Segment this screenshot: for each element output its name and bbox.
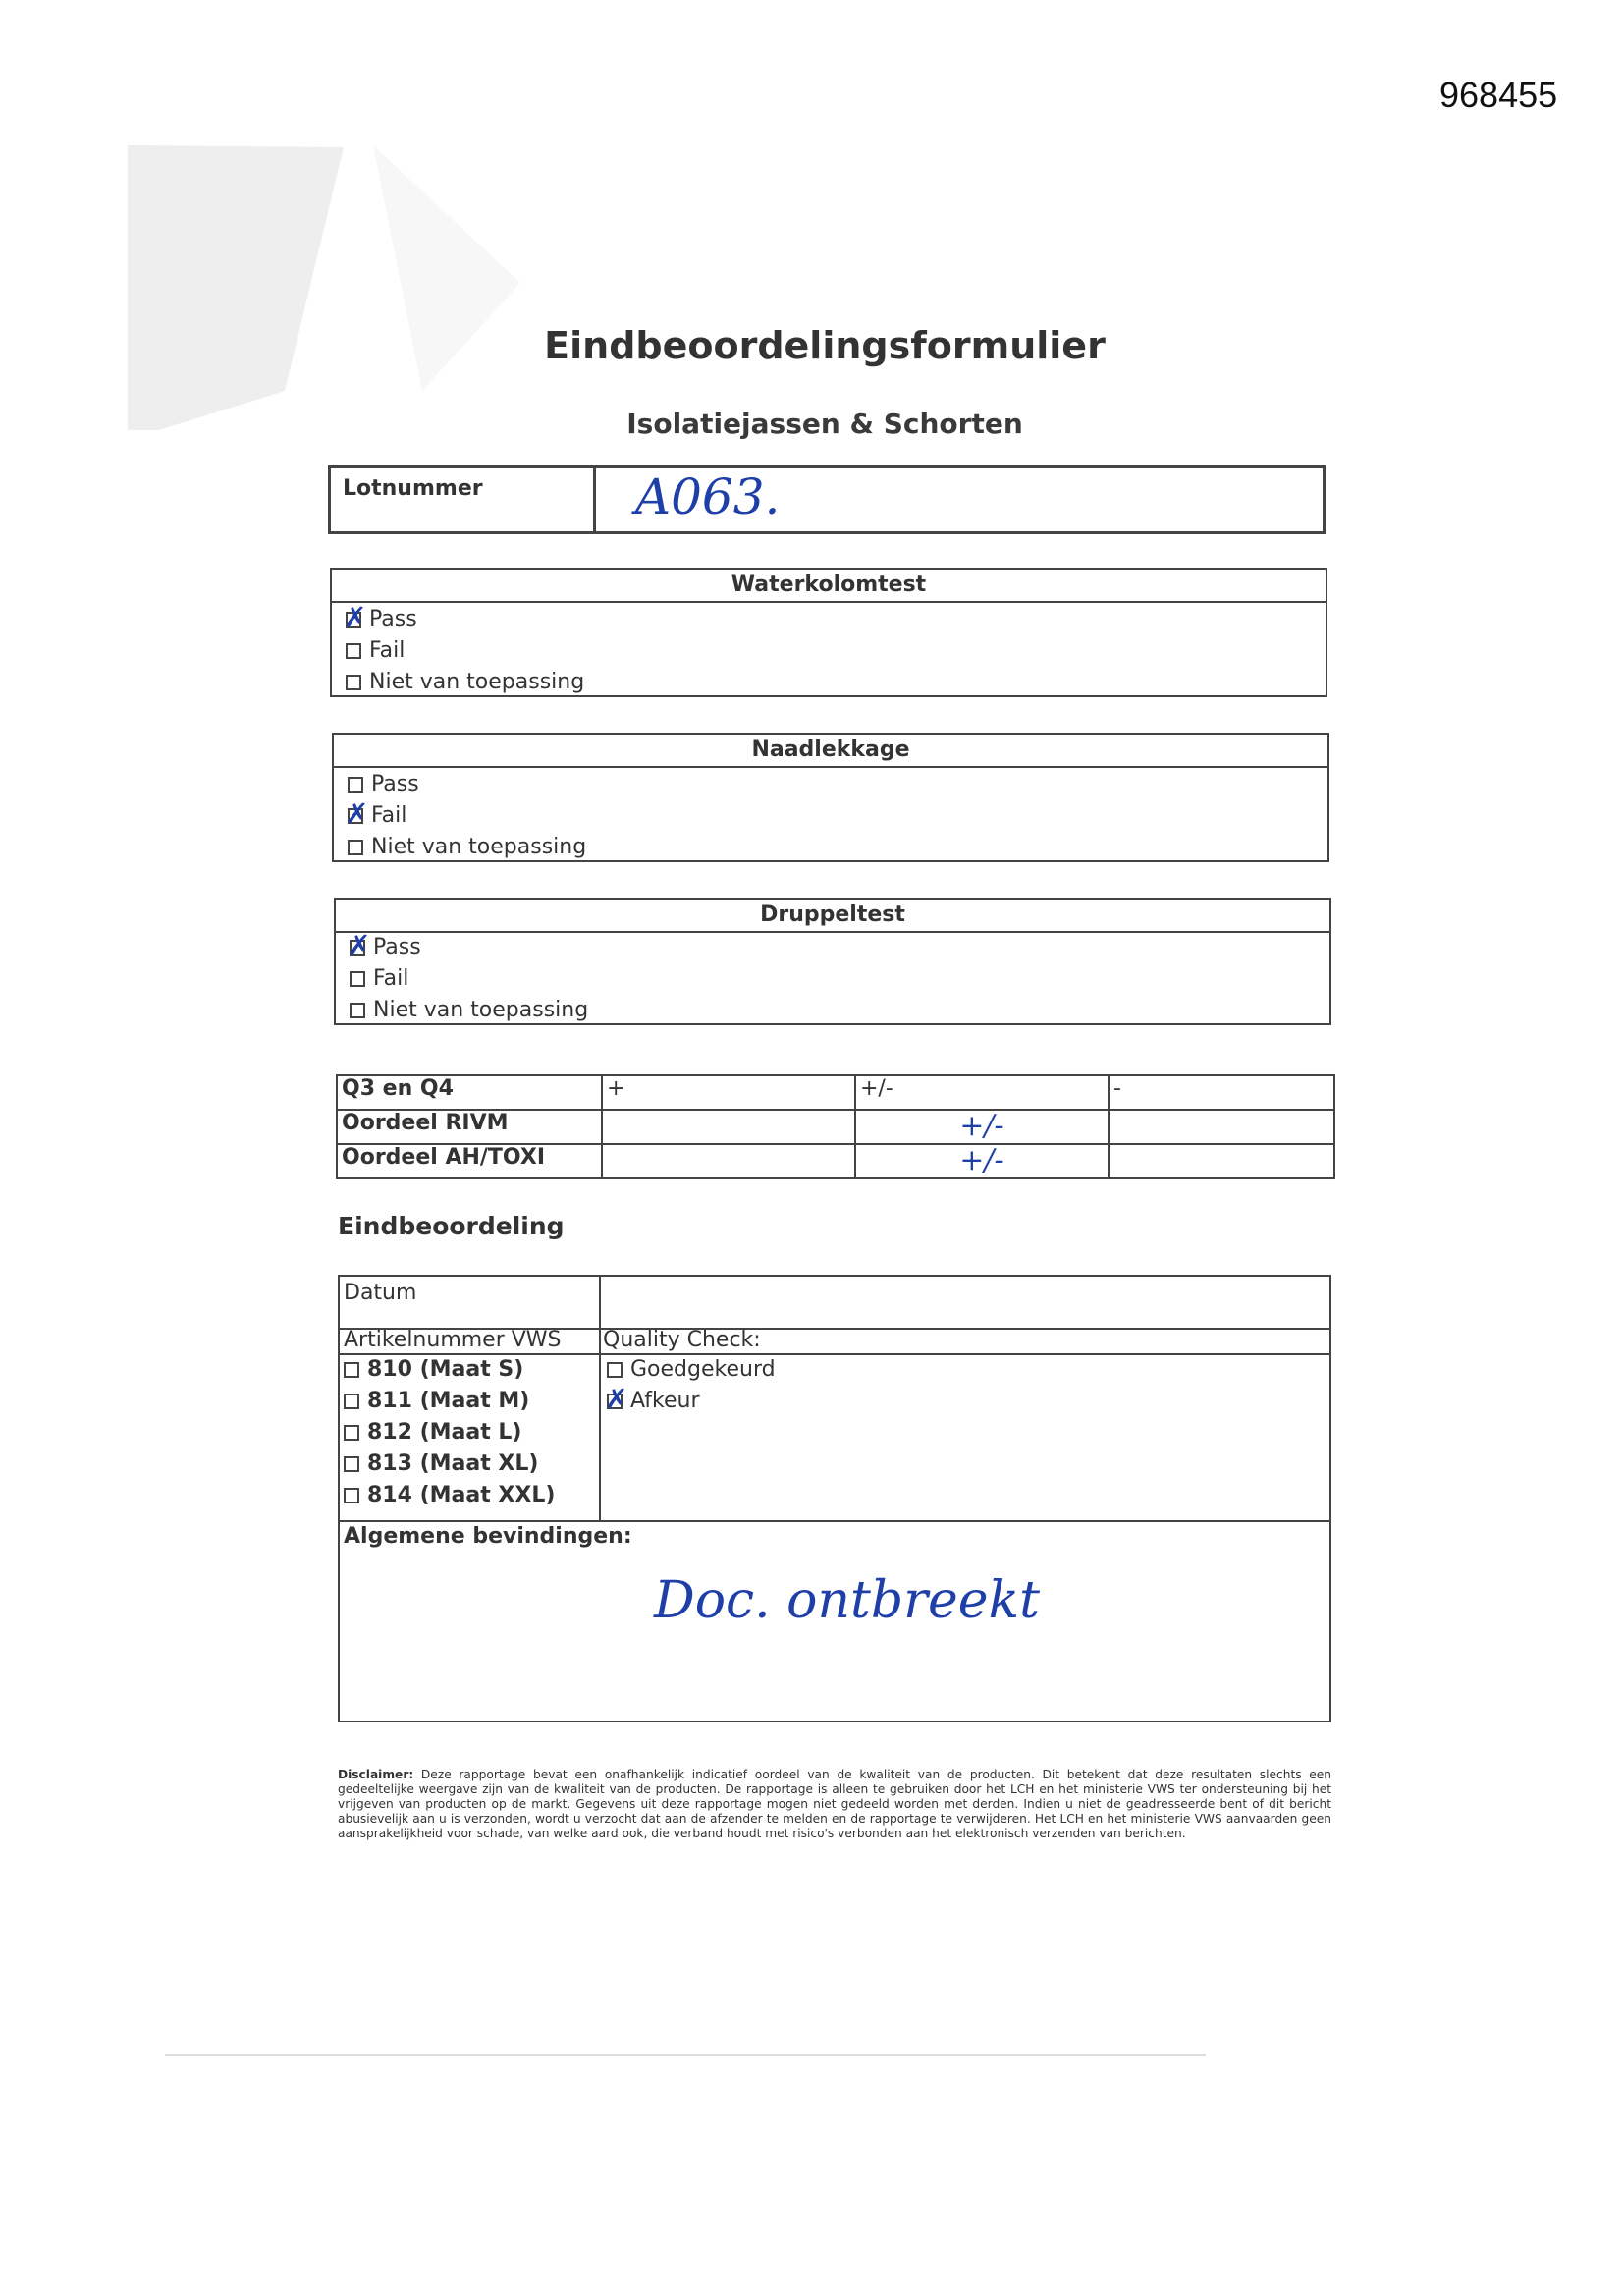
table-header-cell: +/-: [855, 1075, 1109, 1110]
test-heading: Naadlekkage: [334, 735, 1327, 768]
rating-table: [336, 1074, 1335, 1179]
scan-edge-line: [165, 2054, 1206, 2056]
article-810-option[interactable]: 810 (Maat S): [344, 1357, 523, 1382]
final-section-title: Eindbeoordeling: [338, 1212, 565, 1240]
test-heading: Waterkolomtest: [332, 570, 1326, 603]
article-811-option[interactable]: 811 (Maat M): [344, 1389, 529, 1413]
checkbox[interactable]: [346, 643, 361, 659]
test-druppeltest: [334, 898, 1331, 1025]
findings-divider: [340, 1520, 1329, 1522]
option-not-applicable[interactable]: Niet van toepassing: [350, 998, 588, 1023]
article-813-option[interactable]: 813 (Maat XL): [344, 1451, 538, 1476]
test-naadlekkage: [332, 733, 1329, 862]
checkbox[interactable]: [348, 777, 363, 793]
disclaimer-text: Deze rapportage bevat een onafhankelijk indicatief oordeel van de kwaliteit van de producten. Dit betekent dat deze resultaten slechts een gedeeltelijke weergave zijn van de kwaliteit van de producten. De rapportage is alleen te gebruiken door het LCH en het ministerie VWS ter ondersteuning bij het vrijgeven van producten op de markt. Gegevens uit deze rapportage mogen niet gedeeld worden met derden. Indien u niet de geadresseerde bent of dit bericht abusievelijk aan u is verzonden, wordt u verzocht dat aan de afzender te melden en de rapportage te verwijderen. Het LCH en het ministerie VWS aanvaarden geen aansprakelijkheid voor schade, van welke aard ook, die verband houdt met risico's verbonden aan het elektronisch verzenden van berichten.: [338, 1768, 1332, 1840]
document-id: 968455: [1439, 75, 1558, 115]
lot-number-label: Lotnummer: [331, 468, 596, 531]
scan-artifact: [128, 145, 520, 430]
checkbox[interactable]: [348, 840, 363, 855]
test-waterkolomtest: [330, 568, 1327, 697]
date-label: Datum: [344, 1281, 417, 1305]
option-fail[interactable]: Fail: [350, 966, 408, 992]
rating-plusminus-cell[interactable]: +/-: [855, 1110, 1109, 1144]
findings-note[interactable]: Doc. ontbreekt: [654, 1571, 1040, 1630]
rating-minus-cell[interactable]: [1109, 1144, 1334, 1178]
checkbox[interactable]: [350, 940, 365, 956]
lot-number-value: A063.: [635, 468, 781, 525]
option-pass[interactable]: Pass: [348, 772, 419, 797]
rating-plus-cell[interactable]: [602, 1144, 855, 1178]
checkbox[interactable]: [350, 1003, 365, 1018]
table-header-cell: -: [1109, 1075, 1334, 1110]
table-header-cell: +: [602, 1075, 855, 1110]
final-assessment-box: [338, 1275, 1331, 1722]
rating-plus-cell[interactable]: [602, 1110, 855, 1144]
column-divider: [599, 1277, 601, 1520]
checkbox[interactable]: [607, 1362, 623, 1378]
option-fail[interactable]: ✗Fail: [348, 803, 406, 829]
checkbox[interactable]: [348, 808, 363, 824]
option-pass[interactable]: ✗Pass: [350, 935, 421, 960]
disclaimer-lead: Disclaimer:: [338, 1768, 414, 1781]
checkbox[interactable]: [344, 1394, 359, 1409]
quality-check-label: Quality Check:: [603, 1328, 761, 1352]
quality-approved-option[interactable]: Goedgekeurd: [607, 1357, 776, 1382]
table-header-cell: Q3 en Q4: [337, 1075, 602, 1110]
article-812-option[interactable]: 812 (Maat L): [344, 1420, 521, 1445]
checkbox[interactable]: [346, 675, 361, 690]
article-label: Artikelnummer VWS: [344, 1328, 562, 1352]
rating-minus-cell[interactable]: [1109, 1110, 1334, 1144]
disclaimer: [338, 1768, 1331, 1841]
form-subtitle: Isolatiejassen & Schorten: [626, 408, 1023, 440]
lot-number-box: [328, 465, 1326, 534]
checkbox[interactable]: [346, 612, 361, 628]
quality-rejected-option[interactable]: ✗Afkeur: [607, 1389, 700, 1413]
option-fail[interactable]: Fail: [346, 638, 405, 664]
option-pass[interactable]: ✗Pass: [346, 607, 417, 632]
form-title: Eindbeoordelingsformulier: [544, 324, 1106, 367]
checkbox[interactable]: [344, 1488, 359, 1503]
article-814-option[interactable]: 814 (Maat XXL): [344, 1483, 555, 1507]
table-row: [337, 1110, 1334, 1144]
checkbox[interactable]: [344, 1456, 359, 1472]
test-heading: Druppeltest: [336, 900, 1329, 933]
checkbox[interactable]: [344, 1362, 359, 1378]
option-not-applicable[interactable]: Niet van toepassing: [348, 835, 586, 860]
option-not-applicable[interactable]: Niet van toepassing: [346, 670, 584, 695]
findings-label: Algemene bevindingen:: [344, 1524, 632, 1549]
row-label: Oordeel AH/TOXI: [337, 1144, 602, 1178]
checkbox[interactable]: [607, 1394, 623, 1409]
table-row: [337, 1075, 1334, 1110]
date-row: [340, 1277, 1329, 1330]
rating-plusminus-cell[interactable]: +/-: [855, 1144, 1109, 1178]
checkbox[interactable]: [350, 971, 365, 987]
row-label: Oordeel RIVM: [337, 1110, 602, 1144]
checkbox[interactable]: [344, 1425, 359, 1441]
table-row: [337, 1144, 1334, 1178]
